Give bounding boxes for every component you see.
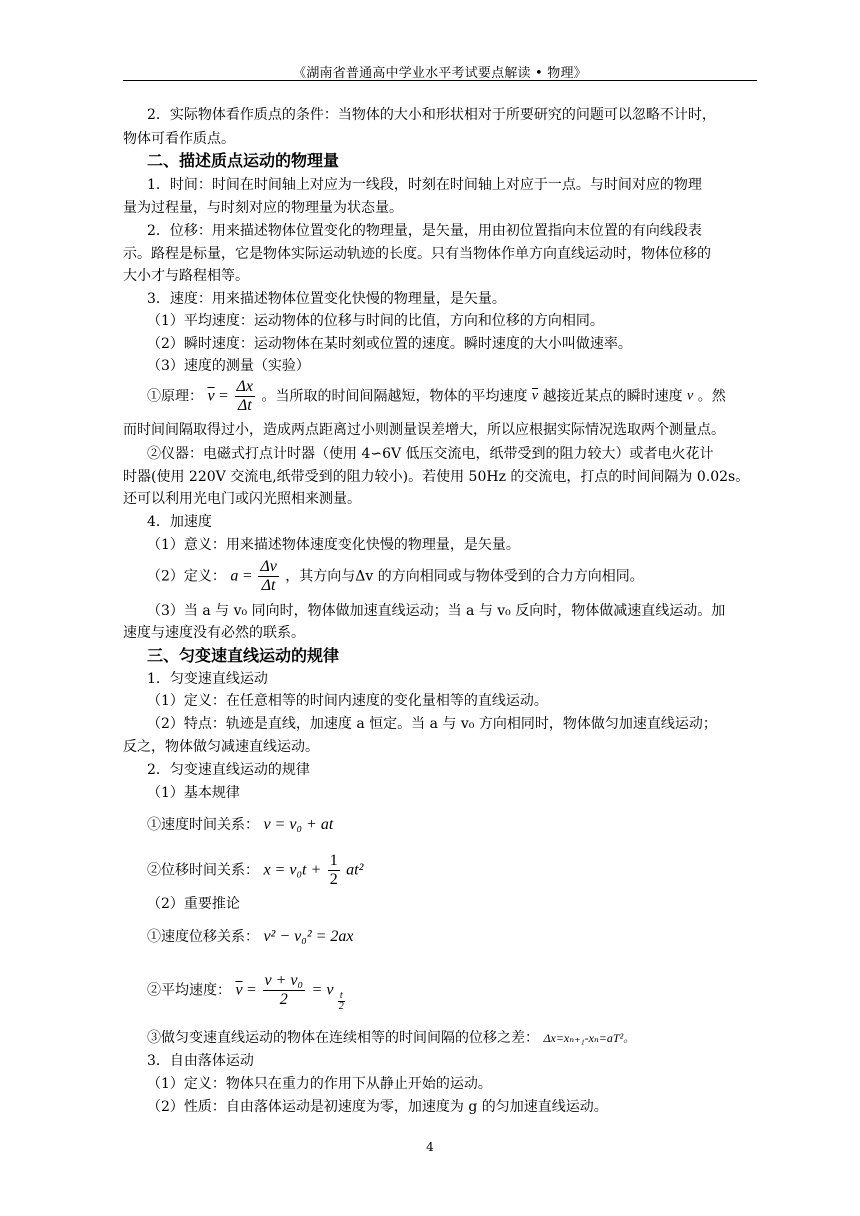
formula-line-principle (147, 378, 726, 415)
formula-label: ①速度时间关系： (147, 817, 259, 833)
text-line: 2．匀变速直线运动的规律 (147, 762, 310, 778)
formula-label: ①速度位移关系： (147, 929, 259, 945)
text-line: （2）性质：自由落体运动是初速度为零，加速度为 g 的匀加速直线运动。 (147, 1099, 608, 1115)
text-line: ②仪器：电磁式打点计时器（使用 4∽6V 低压交流电，纸带受到的阻力较大）或者电火花计 (147, 446, 714, 462)
formula-line-displacement-time (147, 852, 363, 889)
equals-sign: = (247, 981, 257, 999)
formula-displacement-right: at² (346, 861, 364, 879)
formula-line-velocity-time (147, 814, 333, 836)
text-line: （1）定义：在任意相等的时间内速度的变化量相等的直线运动。 (147, 693, 548, 709)
text-line: 3．速度：用来描述物体位置变化快慢的物理量，是矢量。 (147, 291, 506, 307)
fraction-denominator: Δt (261, 577, 276, 594)
formula-velocity-time: v = v₀ + at (263, 816, 334, 833)
velocity-symbol: v (687, 388, 694, 404)
avg-velocity-symbol: $\overline{v}$ (235, 981, 243, 999)
fraction-denominator: 2 (329, 871, 338, 888)
fraction-dx-dt (235, 378, 256, 415)
fraction-denominator: 2 (279, 991, 288, 1008)
formula-velocity-displacement: v² − v₀² = 2ax (263, 928, 354, 945)
equals-sign: = (242, 567, 252, 585)
text-fragment: 越接近某点的瞬时速度 (542, 388, 683, 405)
formula-line-average-velocity (147, 972, 347, 1012)
formula-label: ②位移时间关系： (147, 862, 259, 879)
fraction-numerator: Δv (260, 558, 277, 575)
text-line: （2）重要推论 (147, 896, 240, 912)
text-line: 2．实际物体看作质点的条件：当物体的大小和形状相对于所要研究的问题可以忽略不计时， (147, 107, 716, 123)
fraction-denominator: Δt (237, 397, 252, 414)
text-line: 1．时间：时间在时间轴上对应为一线段，时刻在时间轴上对应于一点。与时间对应的物理 (147, 177, 702, 193)
fraction-denominator: 2 (338, 1000, 344, 1012)
text-line: 2．位移：用来描述物体位置变化的物理量，是矢量，用由初位置指向末位置的有向线段表 (147, 223, 702, 239)
text-line: 时器(使用 220V 交流电,纸带受到的阻力较小)。若使用 50Hz 的交流电，打点的时间间隔为 0.02s。 (123, 469, 750, 485)
formula-line-acceleration (147, 558, 644, 595)
text-line: 1．匀变速直线运动 (147, 671, 268, 687)
fraction-numerator: 1 (329, 852, 338, 869)
text-fragment: 。然 (697, 388, 726, 405)
formula-displacement-difference: Δx=xₙ₊₁-xₙ=aT²。 (543, 1031, 636, 1045)
section-heading: 三、匀变速直线运动的规律 (147, 646, 340, 665)
text-line: 4．加速度 (147, 514, 212, 530)
text-fragment: ，其方向与Δv 的方向相同或与物体受到的合力方向相同。 (285, 568, 644, 585)
text-line: （1）定义：物体只在重力的作用下从静止开始的运动。 (147, 1076, 492, 1092)
fraction-one-half (328, 852, 340, 889)
avg-velocity-symbol: $\overline{v}$ (531, 388, 539, 404)
text-line: 3．自由落体运动 (147, 1053, 254, 1069)
text-line: （2）瞬时速度：运动物体在某时刻或位置的速度。瞬时速度的大小叫做速率。 (147, 336, 632, 352)
text-line: （1）平均速度：运动物体的位移与时间的比值，方向和位移的方向相同。 (147, 313, 604, 329)
text-line: 大小才与路程相等。 (123, 268, 249, 284)
formula-label: （2）定义： (147, 568, 226, 585)
acceleration-symbol: a (230, 567, 239, 585)
equals-sign: = (219, 387, 229, 405)
text-line: （3）速度的测量（实验） (147, 358, 310, 374)
text-fragment: 。当所取的时间间隔越短，物体的平均速度 (261, 388, 528, 405)
fraction-numerator: t (339, 989, 343, 1001)
fraction-numerator: Δx (236, 378, 253, 395)
section-heading: 二、描述质点运动的物理量 (147, 151, 340, 170)
fraction-dv-dt (258, 558, 279, 595)
text-line: （3）当 a 与 v₀ 同向时，物体做加速直线运动；当 a 与 v₀ 反向时，物体做减速直线运动。加 (147, 603, 726, 619)
text-line: （1）意义：用来描述物体速度变化快慢的物理量，是矢量。 (147, 537, 520, 553)
subscript-t-half (338, 991, 345, 1012)
text-line: 反之，物体做匀减速直线运动。 (123, 739, 319, 755)
text-line: 量为过程量，与时刻对应的物理量为状态量。 (123, 200, 403, 216)
formula-midtime-velocity: = v (311, 981, 334, 999)
page-header: 《湖南省普通高中学业水平考试要点解读 • 物理》 (293, 66, 587, 81)
text-fragment: ③做匀变速直线运动的物体在连续相等的时间间隔的位移之差： (147, 1030, 539, 1046)
formula-displacement-left: x = v₀t + (263, 861, 322, 879)
fraction-numerator: v + v₀ (264, 972, 304, 989)
text-line: 速度与速度没有必然的联系。 (123, 625, 305, 641)
text-line: 还可以利用光电门或闪光照相来测量。 (123, 491, 361, 507)
header-rule (123, 80, 757, 81)
formula-label: ①原理： (147, 388, 203, 405)
text-line: 而时间间隔取得过小，造成两点距离过小则测量误差增大，所以应根据实际情况选取两个测量点。 (123, 422, 725, 438)
formula-line-velocity-displacement (147, 926, 354, 948)
formula-label: ②平均速度： (147, 982, 231, 999)
fraction-v-plus-v0 (263, 972, 306, 1009)
text-line: 物体可看作质点。 (123, 131, 235, 147)
text-line: （2）特点：轨迹是直线，加速度 a 恒定。当 a 与 v₀ 方向相同时，物体做匀加速直线运动； (147, 716, 717, 732)
text-line: （1）基本规律 (147, 785, 240, 801)
text-line: 示。路程是标量，它是物体实际运动轨迹的长度。只有当物体作单方向直线运动时，物体位移的 (123, 246, 711, 262)
avg-velocity-symbol: $\overline{v}$ (207, 387, 215, 405)
formula-line-displacement-difference (147, 1027, 635, 1049)
page-number: 4 (426, 1140, 434, 1154)
